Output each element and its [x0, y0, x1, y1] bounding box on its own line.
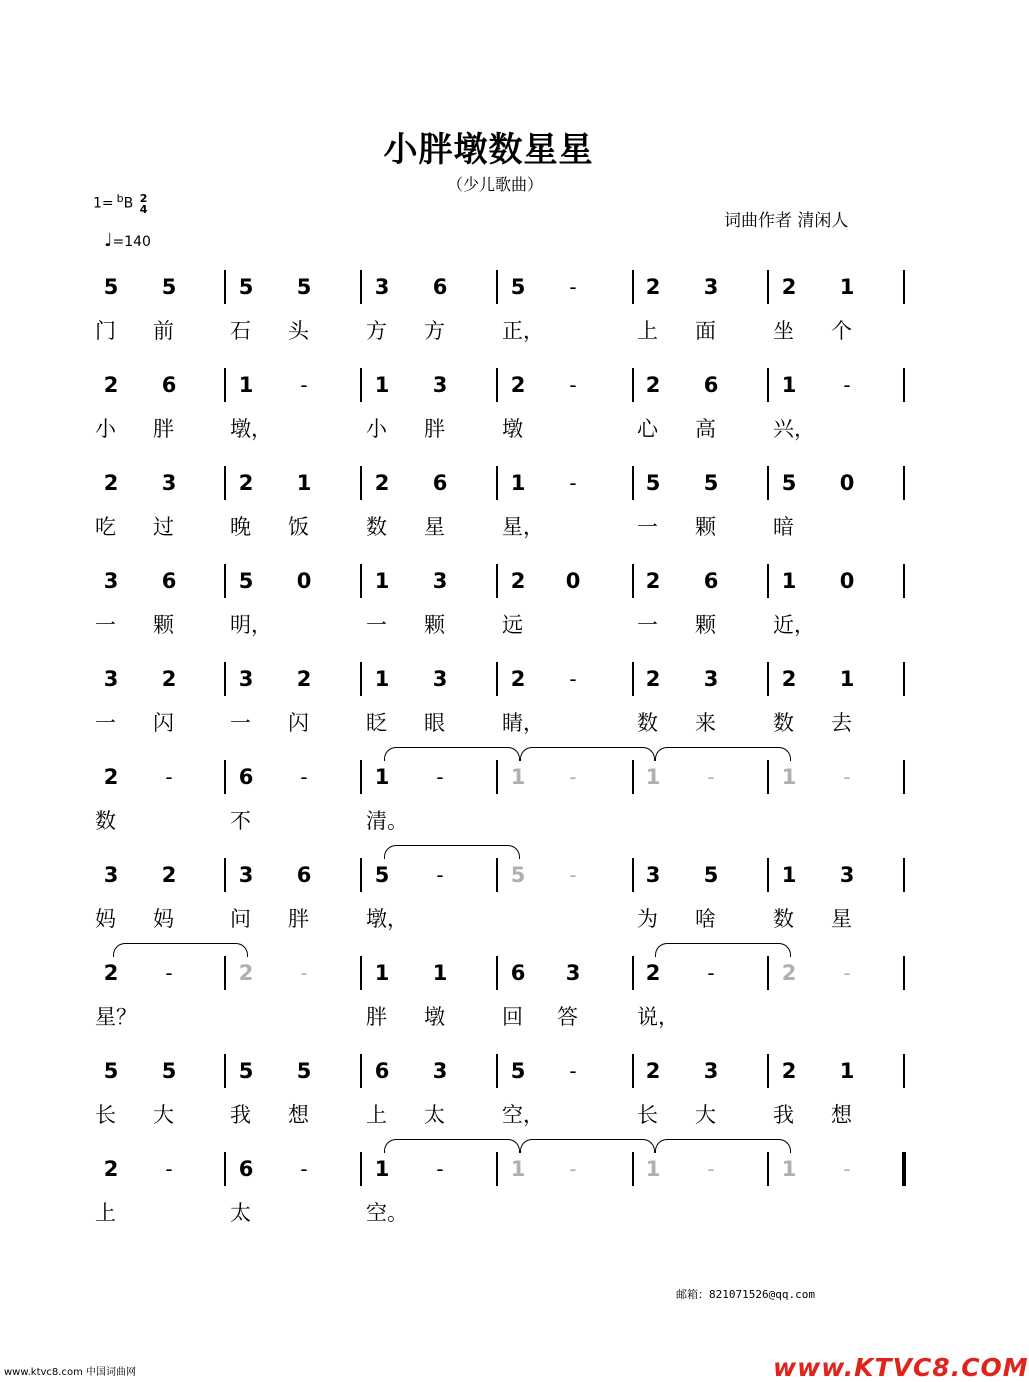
lyric-syllable: 胖 [153, 417, 174, 441]
barline [360, 760, 362, 794]
jianpu-note: 1 [238, 373, 254, 397]
tempo-value: =140 [112, 234, 151, 250]
lyric-syllable: 头 [288, 319, 309, 343]
jianpu-note: 5 [703, 471, 719, 495]
jianpu-note: 1 [510, 765, 526, 789]
lyric-syllable: 长 [637, 1103, 658, 1127]
barline [360, 270, 362, 304]
jianpu-note: 5 [296, 275, 312, 299]
barline [767, 760, 769, 794]
barline [767, 270, 769, 304]
extension-dash: - [165, 1157, 173, 1181]
jianpu-note: 2 [103, 373, 119, 397]
lyric-syllable: 数 [95, 809, 116, 833]
jianpu-note: 3 [432, 569, 448, 593]
extension-dash: - [843, 961, 851, 985]
barline [632, 270, 634, 304]
score-system [0, 466, 977, 564]
jianpu-note: 2 [103, 765, 119, 789]
barline [360, 564, 362, 598]
lyric-syllable: 一 [230, 711, 251, 735]
key-signature [93, 192, 147, 215]
jianpu-note: 2 [645, 275, 661, 299]
jianpu-note: 2 [645, 667, 661, 691]
barline [632, 466, 634, 500]
rest-note: 0 [565, 569, 581, 593]
lyric-syllable: 一 [637, 515, 658, 539]
jianpu-note: 2 [103, 471, 119, 495]
jianpu-note: 2 [781, 961, 797, 985]
extension-dash: - [165, 765, 173, 789]
extension-dash: - [707, 1157, 715, 1181]
lyric-syllable: 闪 [288, 711, 309, 735]
jianpu-note: 5 [238, 275, 254, 299]
jianpu-note: 1 [374, 667, 390, 691]
jianpu-note: 6 [161, 569, 177, 593]
lyric-syllable: 为 [637, 907, 658, 931]
jianpu-note: 3 [703, 667, 719, 691]
lyric-syllable: 回 [502, 1005, 523, 1029]
lyric-syllable: 门 [95, 319, 116, 343]
jianpu-note: 2 [161, 667, 177, 691]
score-system [0, 956, 977, 1054]
rest-note: 0 [839, 569, 855, 593]
lyric-syllable: 心 [637, 417, 658, 441]
jianpu-note: 1 [374, 373, 390, 397]
lyric-syllable: 颗 [695, 613, 716, 637]
lyric-syllable: 上 [366, 1103, 387, 1127]
barline [767, 662, 769, 696]
jianpu-note: 5 [238, 1059, 254, 1083]
lyric-syllable: 墩 [424, 1005, 445, 1029]
lyric-syllable: 妈 [95, 907, 116, 931]
rest-note: 0 [839, 471, 855, 495]
jianpu-note: 3 [374, 275, 390, 299]
jianpu-note: 2 [374, 471, 390, 495]
barline [903, 1054, 905, 1088]
extension-dash: - [569, 1059, 577, 1083]
jianpu-note: 2 [510, 373, 526, 397]
lyric-syllable: 想 [288, 1103, 309, 1127]
tie-arc [520, 1139, 655, 1153]
barline [224, 956, 226, 990]
lyric-syllable: 我 [773, 1103, 794, 1127]
barline [496, 368, 498, 402]
lyric-syllable: 空。 [366, 1201, 408, 1225]
jianpu-note: 3 [103, 863, 119, 887]
jianpu-note: 2 [103, 961, 119, 985]
barline [632, 956, 634, 990]
barline [224, 662, 226, 696]
barline [903, 564, 905, 598]
song-subtitle: （少儿歌曲） [446, 175, 543, 194]
lyric-syllable: 数 [366, 515, 387, 539]
jianpu-note: 6 [703, 569, 719, 593]
key-prefix: 1= [93, 195, 114, 212]
extension-dash: - [436, 1157, 444, 1181]
lyric-syllable: 暗 [773, 515, 794, 539]
lyric-syllable: 个 [831, 319, 852, 343]
lyric-syllable: 墩 [502, 417, 523, 441]
jianpu-note: 6 [238, 765, 254, 789]
jianpu-note: 5 [103, 275, 119, 299]
lyric-syllable: 近， [773, 613, 815, 637]
barline [632, 368, 634, 402]
barline [903, 760, 905, 794]
barline [767, 858, 769, 892]
lyric-syllable: 清。 [366, 809, 408, 833]
barline [632, 564, 634, 598]
jianpu-note: 6 [432, 275, 448, 299]
lyric-syllable: 答 [557, 1005, 578, 1029]
barline [903, 956, 905, 990]
jianpu-note: 2 [645, 569, 661, 593]
lyric-syllable: 面 [695, 319, 716, 343]
barline [360, 466, 362, 500]
jianpu-note: 1 [781, 1157, 797, 1181]
jianpu-note: 5 [161, 1059, 177, 1083]
rest-note: 0 [296, 569, 312, 593]
lyric-syllable: 太 [424, 1103, 445, 1127]
jianpu-note: 2 [238, 961, 254, 985]
tie-arc [655, 747, 791, 761]
lyric-syllable: 眼 [424, 711, 445, 735]
barline [496, 858, 498, 892]
composer-credit: 词曲作者 清闲人 [724, 211, 849, 231]
jianpu-note: 6 [374, 1059, 390, 1083]
jianpu-note: 3 [432, 1059, 448, 1083]
lyric-syllable: 胖 [424, 417, 445, 441]
lyric-syllable: 星？ [95, 1005, 137, 1029]
jianpu-note: 1 [296, 471, 312, 495]
jianpu-note: 6 [296, 863, 312, 887]
jianpu-note: 2 [781, 667, 797, 691]
lyric-syllable: 数 [773, 711, 794, 735]
barline [224, 368, 226, 402]
lyric-syllable: 上 [637, 319, 658, 343]
lyric-syllable: 远 [502, 613, 523, 637]
barline [767, 564, 769, 598]
lyric-syllable: 闪 [153, 711, 174, 735]
barline [496, 1054, 498, 1088]
barline [632, 1054, 634, 1088]
lyric-syllable: 一 [637, 613, 658, 637]
lyric-syllable: 过 [153, 515, 174, 539]
lyric-syllable: 方 [366, 319, 387, 343]
extension-dash: - [300, 373, 308, 397]
jianpu-note: 5 [510, 275, 526, 299]
jianpu-note: 2 [510, 569, 526, 593]
score-system [0, 1152, 977, 1250]
barline [903, 270, 905, 304]
jianpu-note: 5 [103, 1059, 119, 1083]
lyric-syllable: 高 [695, 417, 716, 441]
extension-dash: - [569, 863, 577, 887]
lyric-syllable: 饭 [288, 515, 309, 539]
tempo-marking [104, 230, 151, 251]
jianpu-note: 5 [645, 471, 661, 495]
jianpu-note: 5 [238, 569, 254, 593]
jianpu-note: 2 [645, 1059, 661, 1083]
jianpu-note: 1 [781, 373, 797, 397]
lyric-syllable: 想 [831, 1103, 852, 1127]
tie-arc [384, 747, 520, 761]
jianpu-note: 6 [510, 961, 526, 985]
barline [767, 368, 769, 402]
lyric-syllable: 星， [502, 515, 544, 539]
jianpu-note: 1 [781, 765, 797, 789]
score-system [0, 662, 977, 760]
score-system [0, 270, 977, 368]
footer-site-logo: www.KTVC8.COM [773, 1353, 1029, 1382]
extension-dash: - [300, 1157, 308, 1181]
jianpu-note: 2 [781, 1059, 797, 1083]
tie-arc [384, 1139, 520, 1153]
jianpu-note: 3 [565, 961, 581, 985]
time-signature [140, 193, 148, 215]
jianpu-note: 6 [432, 471, 448, 495]
score-system [0, 564, 977, 662]
tie-arc [520, 747, 655, 761]
barline [767, 1152, 769, 1186]
lyric-syllable: 上 [95, 1201, 116, 1225]
jianpu-note: 1 [374, 765, 390, 789]
lyric-syllable: 墩， [366, 907, 408, 931]
jianpu-note: 1 [432, 961, 448, 985]
lyric-syllable: 来 [695, 711, 716, 735]
lyric-syllable: 一 [366, 613, 387, 637]
jianpu-note: 6 [703, 373, 719, 397]
jianpu-note: 1 [839, 275, 855, 299]
lyric-syllable: 晚 [230, 515, 251, 539]
jianpu-note: 1 [510, 1157, 526, 1181]
lyric-syllable: 星 [831, 907, 852, 931]
barline [224, 466, 226, 500]
meter-bottom: 4 [139, 202, 148, 216]
lyric-syllable: 石 [230, 319, 251, 343]
barline [360, 1152, 362, 1186]
jianpu-note: 5 [161, 275, 177, 299]
jianpu-note: 6 [238, 1157, 254, 1181]
barline [496, 760, 498, 794]
jianpu-note: 2 [296, 667, 312, 691]
barline [224, 564, 226, 598]
extension-dash: - [165, 961, 173, 985]
barline [496, 956, 498, 990]
lyric-syllable: 太 [230, 1201, 251, 1225]
lyric-syllable: 小 [95, 417, 116, 441]
barline [632, 760, 634, 794]
meter-top: 2 [139, 191, 148, 205]
barline [632, 1152, 634, 1186]
jianpu-note: 1 [645, 765, 661, 789]
jianpu-note: 1 [645, 1157, 661, 1181]
jianpu-note: 3 [703, 1059, 719, 1083]
jianpu-note: 5 [510, 1059, 526, 1083]
extension-dash: - [300, 961, 308, 985]
jianpu-note: 6 [161, 373, 177, 397]
extension-dash: - [569, 471, 577, 495]
score-system [0, 760, 977, 858]
lyric-syllable: 睛， [502, 711, 544, 735]
barline [360, 956, 362, 990]
extension-dash: - [707, 961, 715, 985]
jianpu-note: 5 [781, 471, 797, 495]
barline [496, 662, 498, 696]
barline [224, 760, 226, 794]
tie-arc [655, 943, 791, 957]
jianpu-note: 3 [645, 863, 661, 887]
jianpu-note: 1 [374, 1157, 390, 1181]
lyric-syllable: 胖 [366, 1005, 387, 1029]
jianpu-note: 1 [781, 569, 797, 593]
tie-arc [384, 845, 520, 859]
barline [224, 270, 226, 304]
extension-dash: - [569, 667, 577, 691]
quarter-note-icon: ♩ [104, 230, 113, 251]
key-note: B [123, 195, 134, 212]
extension-dash: - [300, 765, 308, 789]
barline [767, 466, 769, 500]
score-system [0, 858, 977, 956]
jianpu-note: 5 [374, 863, 390, 887]
jianpu-note: 3 [703, 275, 719, 299]
extension-dash: - [569, 373, 577, 397]
jianpu-note: 3 [432, 667, 448, 691]
barline [903, 368, 905, 402]
barline [224, 1152, 226, 1186]
lyric-syllable: 不 [230, 809, 251, 833]
barline [224, 858, 226, 892]
barline [632, 858, 634, 892]
lyric-syllable: 数 [773, 907, 794, 931]
jianpu-note: 1 [510, 471, 526, 495]
jianpu-note: 3 [839, 863, 855, 887]
final-barline [902, 1152, 906, 1186]
jianpu-note: 2 [645, 373, 661, 397]
jianpu-note: 1 [781, 863, 797, 887]
jianpu-note: 2 [238, 471, 254, 495]
jianpu-note: 2 [781, 275, 797, 299]
score-system [0, 368, 977, 466]
lyric-syllable: 数 [637, 711, 658, 735]
jianpu-note: 2 [103, 1157, 119, 1181]
lyric-syllable: 小 [366, 417, 387, 441]
lyric-syllable: 墩， [230, 417, 272, 441]
lyric-syllable: 兴， [773, 417, 815, 441]
jianpu-note: 1 [839, 1059, 855, 1083]
lyric-syllable: 胖 [288, 907, 309, 931]
barline [903, 466, 905, 500]
jianpu-note: 5 [703, 863, 719, 887]
lyric-syllable: 我 [230, 1103, 251, 1127]
lyric-syllable: 眨 [366, 711, 387, 735]
barline [632, 662, 634, 696]
lyric-syllable: 方 [424, 319, 445, 343]
extension-dash: - [843, 765, 851, 789]
extension-dash: - [436, 765, 444, 789]
jianpu-note: 2 [510, 667, 526, 691]
lyric-syllable: 星 [424, 515, 445, 539]
barline [360, 368, 362, 402]
barline [496, 466, 498, 500]
barline [496, 1152, 498, 1186]
lyric-syllable: 坐 [773, 319, 794, 343]
lyric-syllable: 大 [695, 1103, 716, 1127]
barline [224, 1054, 226, 1088]
lyric-syllable: 空， [502, 1103, 544, 1127]
extension-dash: - [843, 373, 851, 397]
extension-dash: - [569, 275, 577, 299]
song-title: 小胖墩数星星 [383, 130, 594, 170]
extension-dash: - [569, 765, 577, 789]
extension-dash: - [569, 1157, 577, 1181]
lyric-syllable: 一 [95, 711, 116, 735]
barline [360, 662, 362, 696]
lyric-syllable: 去 [831, 711, 852, 735]
jianpu-note: 3 [238, 863, 254, 887]
jianpu-note: 2 [161, 863, 177, 887]
jianpu-note: 3 [238, 667, 254, 691]
lyric-syllable: 妈 [153, 907, 174, 931]
lyric-syllable: 吃 [95, 515, 116, 539]
lyric-syllable: 颗 [695, 515, 716, 539]
barline [903, 662, 905, 696]
barline [496, 564, 498, 598]
lyric-syllable: 颗 [153, 613, 174, 637]
lyric-syllable: 正， [502, 319, 544, 343]
jianpu-note: 2 [645, 961, 661, 985]
jianpu-note: 1 [839, 667, 855, 691]
lyric-syllable: 长 [95, 1103, 116, 1127]
barline [767, 956, 769, 990]
contact-email: 邮箱：821071526@qq.com [676, 1288, 815, 1301]
jianpu-note: 5 [296, 1059, 312, 1083]
lyric-syllable: 明， [230, 613, 272, 637]
jianpu-note: 1 [374, 569, 390, 593]
tie-arc [655, 1139, 791, 1153]
lyric-syllable: 前 [153, 319, 174, 343]
flat-sign: b [116, 192, 124, 205]
jianpu-note: 5 [510, 863, 526, 887]
extension-dash: - [843, 1157, 851, 1181]
jianpu-note: 3 [103, 667, 119, 691]
barline [360, 858, 362, 892]
lyric-syllable: 问 [230, 907, 251, 931]
score-system [0, 1054, 977, 1152]
tie-arc [113, 943, 248, 957]
lyric-syllable: 说， [637, 1005, 679, 1029]
barline [496, 270, 498, 304]
jianpu-note: 3 [161, 471, 177, 495]
footer-site-left: www.ktvc8.com 中国词曲网 [4, 1367, 137, 1378]
lyric-syllable: 大 [153, 1103, 174, 1127]
lyric-syllable: 啥 [695, 907, 716, 931]
jianpu-note: 3 [432, 373, 448, 397]
lyric-syllable: 颗 [424, 613, 445, 637]
barline [767, 1054, 769, 1088]
jianpu-note: 3 [103, 569, 119, 593]
jianpu-note: 1 [374, 961, 390, 985]
barline [903, 858, 905, 892]
extension-dash: - [707, 765, 715, 789]
barline [360, 1054, 362, 1088]
lyric-syllable: 一 [95, 613, 116, 637]
extension-dash: - [436, 863, 444, 887]
